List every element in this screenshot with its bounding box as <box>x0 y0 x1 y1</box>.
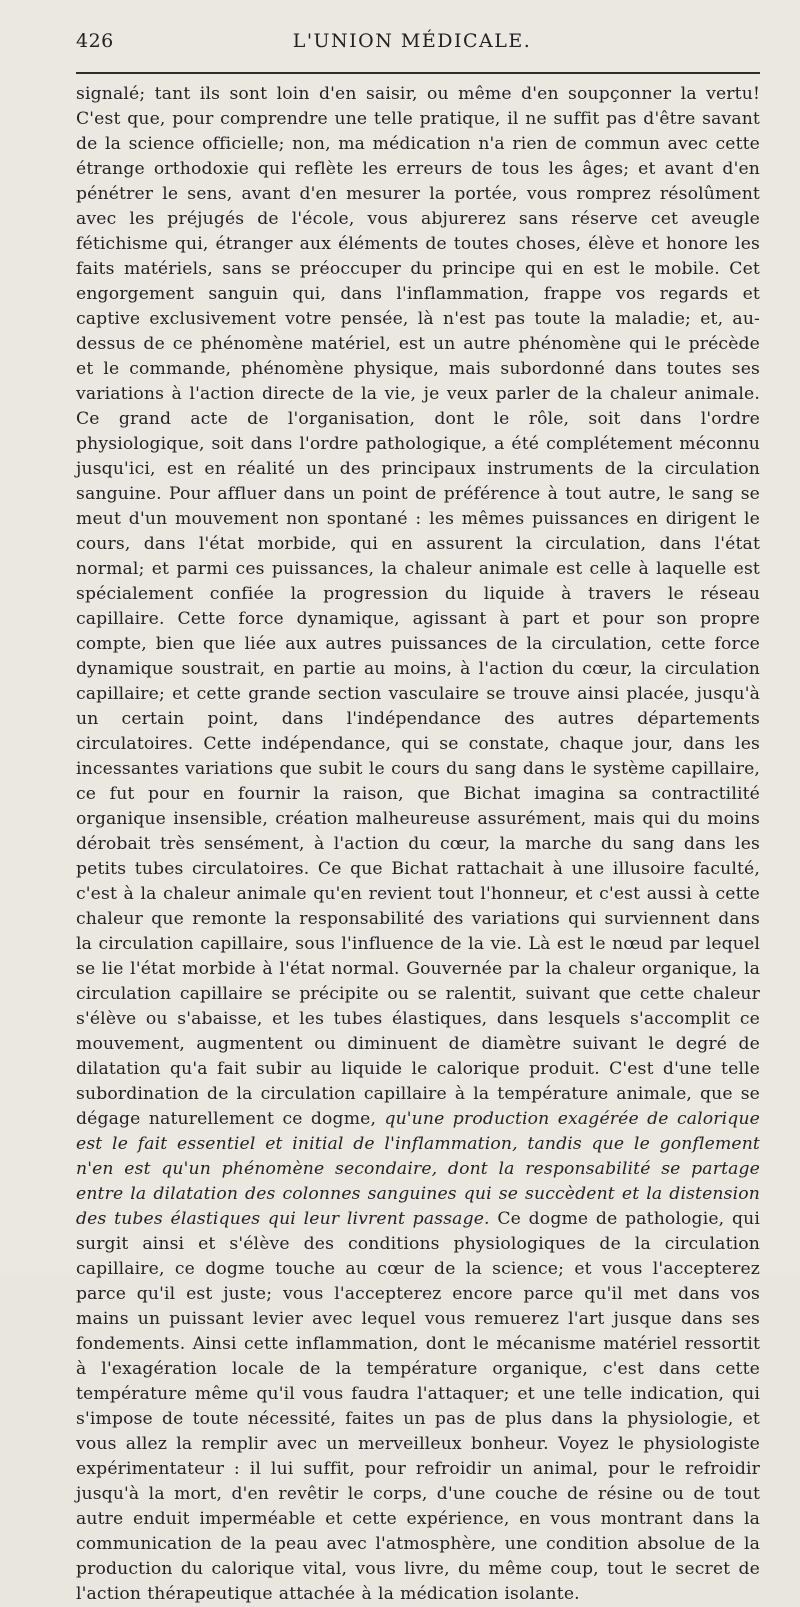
page-number: 426 <box>76 30 114 52</box>
text-before-italic: signalé; tant ils sont loin d'en saisir, ou même d'en soupçonner la vertu! C'est que, pour comprendre une telle pratique, il ne suffit pas d'être savant de la science officielle; non, ma médication n'a rien de commun avec cette étrange orthodoxie qui reflète les erreurs de tous les âges; et avant d'en pénétrer le sens, avant d'en mesurer la portée, vous romprez résolûment avec les préjugés de l'école, vous abjurerez sans réserve cet aveugle fétichisme qui, étranger aux éléments de toutes choses, élève et honore les faits matériels, sans se préoccuper du principe qui en est le mobile. Cet engorgement sanguin qui, dans l'inflammation, frappe vos regards et captive exclusivement votre pensée, là n'est pas toute la maladie; et, au-dessus de ce phénomène matériel, est un autre phénomène qui le précède et le commande, phénomène physique, mais subordonné dans toutes ses variations à l'action directe de la vie, je veux parler de la chaleur animale. Ce grand acte de l'organisation, dont le rôle, soit dans l'ordre physiologique, soit dans l'ordre pathologique, a été complétement méconnu jusqu'ici, est en réalité un des principaux instruments de la circulation sanguine. Pour affluer dans un point de préférence à tout autre, le sang se meut d'un mouvement non spontané : les mêmes puissances en dirigent le cours, dans l'état morbide, qui en assurent la circulation, dans l'état normal; et parmi ces puissances, la chaleur animale est celle à laquelle est spécialement confiée la progression du liquide à travers le réseau capillaire. Cette force dynamique, agissant à part et pour son propre compte, bien que liée aux autres puissances de la circulation, cette force dynamique soustrait, en partie au moins, à l'action du cœur, la circulation capillaire; et cette grande section vasculaire se trouve ainsi placée, jusqu'à un certain point, dans l'indépendance des autres départements circulatoires. Cette indépendance, qui se constate, chaque jour, dans les incessantes variations que subit le cours du sang dans le système capillaire, ce fut pour en fournir la raison, que Bichat imagina sa contractilité organique insensible, création malheureuse assurément, mais qui du moins dérobait très sensément, à l'action du cœur, la marche du sang dans les petits tubes circulatoires. Ce que Bichat rattachait à une illusoire faculté, c'est à la chaleur animale qu'en revient tout l'honneur, et c'est aussi à cette chaleur que remonte la responsabilité des variations qui surviennent dans la circulation capillaire, sous l'influence de la vie. Là est le nœud par lequel se lie l'état morbide à l'état normal. Gouvernée par la chaleur organique, la circulation capillaire se précipite ou se ralentit, suivant que cette chaleur s'élève ou s'abaisse, et les tubes élastiques, dans lesquels s'accomplit ce mouvement, augmentent ou diminuent de diamètre suivant le degré de dilatation qu'a fait subir au liquide le calorique produit. C'est d'une telle subordination de la circulation capillaire à la température animale, que se dégage naturellement ce dogme, <box>76 84 760 1129</box>
header-rule <box>76 72 760 74</box>
running-title: L'UNION MÉDICALE. <box>292 30 532 52</box>
page-header <box>76 30 748 64</box>
paragraph <box>76 82 760 1607</box>
italic-dogma: qu'une production exagérée de calorique est le fait essentiel et initial de l'inflammation, tandis que le gonflement n'en est qu'un phénomène secondaire, dont la responsabilité se partage entre la dilatation des colonnes sanguines qui se succèdent et la distension des tubes élastiques qui leur livrent passage. <box>76 1109 760 1229</box>
body-text <box>76 82 760 1607</box>
text-after-italic: Ce dogme de pathologie, qui surgit ainsi et s'élève des conditions physiologiques de la circulation capillaire, ce dogme touche au cœur de la science; et vous l'accepterez parce qu'il est juste; vous l'accepterez encore parce qu'il met dans vos mains un puissant levier avec lequel vous remuerez l'art jusque dans ses fondements. Ainsi cette inflammation, dont le mécanisme matériel ressortit à l'exagération locale de la température organique, c'est dans cette température même qu'il vous faudra l'attaquer; et une telle indication, qui s'impose de toute nécessité, faites un pas de plus dans la physiologie, et vous allez la remplir avec un merveilleux bonheur. Voyez le physiologiste expérimentateur : il lui suffit, pour refroidir un animal, pour le refroidir jusqu'à la mort, d'en revêtir le corps, d'une couche de résine ou de tout autre enduit imperméable et cette expérience, en vous montrant dans la communication de la peau avec l'atmosphère, une condition absolue de la production du calorique vital, vous livre, du même coup, tout le secret de l'action thérapeutique attachée à la médication isolante. <box>76 1209 760 1604</box>
